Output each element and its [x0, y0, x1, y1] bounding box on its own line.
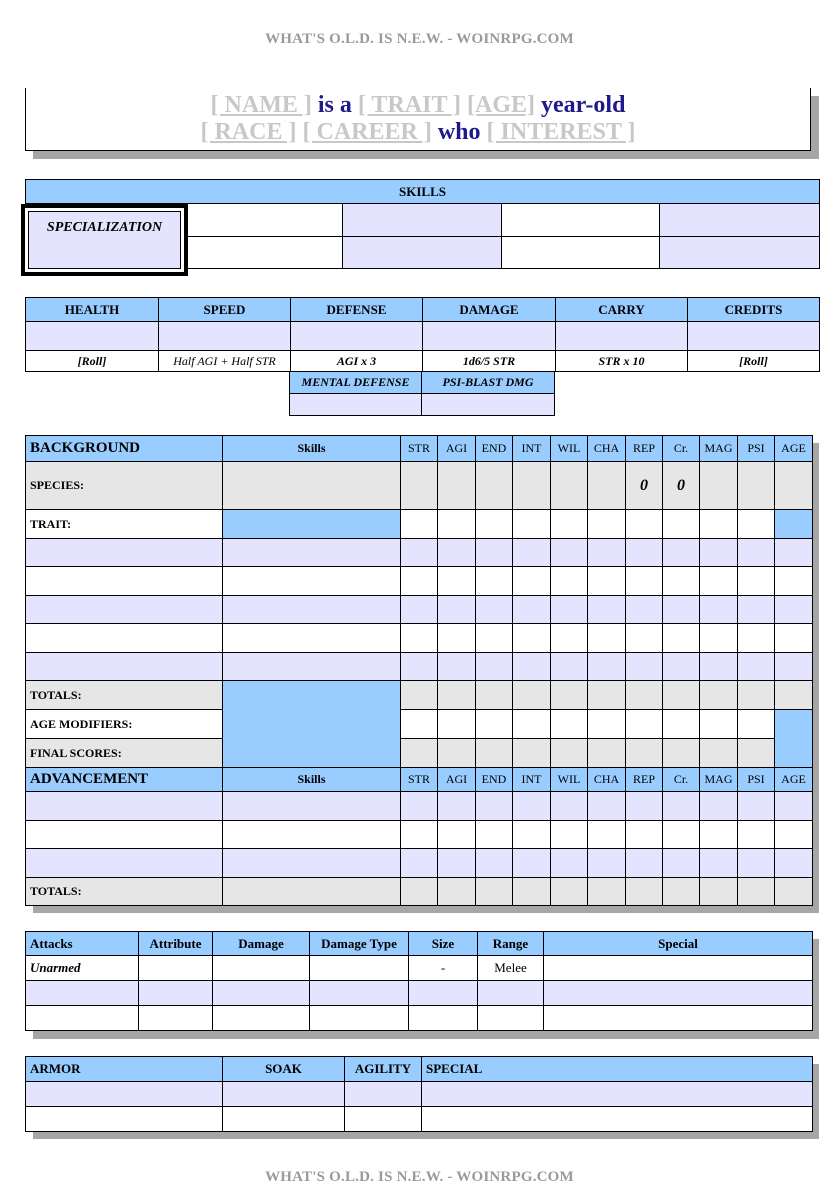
advancement-row-label[interactable]	[26, 821, 223, 849]
advancement-title: ADVANCEMENT	[26, 768, 223, 792]
attack-range[interactable]: Melee	[478, 956, 544, 981]
background-table	[25, 435, 813, 906]
attr-cell-agi[interactable]	[438, 710, 476, 739]
attr-cell-agi[interactable]	[438, 462, 476, 510]
specialization-box	[21, 204, 188, 276]
age-modifiers-label: AGE MODIFIERS:	[26, 710, 223, 739]
psi-blast-value[interactable]	[422, 394, 555, 416]
attr-cell-wil[interactable]	[551, 681, 588, 710]
attr-cell-wil[interactable]	[551, 878, 588, 906]
attack-attribute[interactable]	[139, 981, 213, 1006]
attr-header-cha: CHA	[588, 436, 626, 462]
background-row-skills[interactable]	[223, 567, 401, 596]
attr-cell-mag[interactable]	[700, 596, 738, 624]
attr-cell-rep[interactable]	[626, 710, 663, 739]
background-row-label[interactable]	[26, 539, 223, 567]
attr-header-mag: MAG	[700, 768, 738, 792]
attr-cell-end[interactable]	[476, 878, 513, 906]
background-row-label[interactable]	[26, 567, 223, 596]
attr-header-end: END	[476, 436, 513, 462]
attr-header-rep: REP	[626, 436, 663, 462]
carry-formula: STR x 10	[556, 351, 688, 372]
background-row-skills[interactable]	[223, 539, 401, 567]
attr-cell-cr[interactable]	[663, 624, 700, 653]
attr-header-psi: PSI	[738, 436, 775, 462]
attr-cell-wil[interactable]	[551, 624, 588, 653]
page-footer: WHAT'S O.L.D. IS N.E.W. - WOINRPG.COM	[265, 1169, 574, 1185]
attr-cell-end[interactable]	[476, 624, 513, 653]
attr-cell-cr[interactable]	[663, 710, 700, 739]
attr-header-int: INT	[513, 768, 551, 792]
attr-cell-wil[interactable]	[551, 653, 588, 681]
background-skills-header: Skills	[223, 436, 401, 462]
attr-cell-str[interactable]	[401, 624, 438, 653]
skill-cell[interactable]	[660, 237, 820, 269]
advancement-totals-skills[interactable]	[223, 878, 401, 906]
attr-cell-wil[interactable]	[551, 567, 588, 596]
defense-value[interactable]	[291, 322, 423, 351]
attr-cell-rep[interactable]	[626, 653, 663, 681]
attr-cell-int[interactable]	[513, 653, 551, 681]
attr-cell-mag[interactable]	[700, 878, 738, 906]
background-row-skills[interactable]	[223, 653, 401, 681]
armor-agility[interactable]	[345, 1107, 422, 1132]
attr-cell-end[interactable]	[476, 821, 513, 849]
soak-header: SOAK	[223, 1057, 345, 1082]
attr-cell-age[interactable]	[775, 539, 813, 567]
agility-header: AGILITY	[345, 1057, 422, 1082]
attr-cell-end[interactable]	[476, 849, 513, 878]
attr-cell-cr[interactable]	[663, 878, 700, 906]
race-field[interactable]: [ RACE ]	[200, 119, 297, 145]
attr-cell-wil[interactable]	[551, 510, 588, 539]
attr-header-cr: Cr.	[663, 436, 700, 462]
totals-skills-block[interactable]	[223, 681, 401, 768]
attr-cell-psi[interactable]	[738, 849, 775, 878]
attr-cell-agi[interactable]	[438, 653, 476, 681]
attr-cell-str[interactable]	[401, 653, 438, 681]
attr-cell-rep[interactable]: 0	[626, 462, 663, 510]
advancement-totals-label: TOTALS:	[26, 878, 223, 906]
attr-cell-rep[interactable]	[626, 792, 663, 821]
mental-defense-header: MENTAL DEFENSE	[290, 372, 422, 394]
year-old-text: year-old	[541, 92, 626, 118]
armor-agility[interactable]	[345, 1082, 422, 1107]
attr-cell-mag[interactable]	[700, 681, 738, 710]
attr-cell-agi[interactable]	[438, 878, 476, 906]
attr-cell-rep[interactable]	[626, 596, 663, 624]
attr-cell-end[interactable]	[476, 710, 513, 739]
attr-cell-str[interactable]	[401, 539, 438, 567]
armor-name[interactable]	[26, 1107, 223, 1132]
career-field[interactable]: [ CAREER ]	[302, 119, 432, 145]
attr-cell-cha[interactable]	[588, 821, 626, 849]
attack-special[interactable]	[544, 981, 813, 1006]
attr-cell-agi[interactable]	[438, 596, 476, 624]
attr-cell-end[interactable]	[476, 510, 513, 539]
damage-header: DAMAGE	[423, 298, 556, 322]
attr-cell-cr[interactable]	[663, 567, 700, 596]
attr-header-agi: AGI	[438, 436, 476, 462]
attr-header-wil: WIL	[551, 436, 588, 462]
attr-cell-rep[interactable]	[626, 821, 663, 849]
attr-cell-psi[interactable]	[738, 653, 775, 681]
attr-cell-age[interactable]	[775, 624, 813, 653]
credits-formula: [Roll]	[688, 351, 820, 372]
attr-header-mag: MAG	[700, 436, 738, 462]
attr-cell-end[interactable]	[476, 792, 513, 821]
trait-skills[interactable]	[223, 510, 401, 539]
attr-cell-agi[interactable]	[438, 739, 476, 768]
page-header: WHAT'S O.L.D. IS N.E.W. - WOINRPG.COM	[265, 31, 574, 47]
attr-cell-int[interactable]	[513, 596, 551, 624]
attr-header-str: STR	[401, 436, 438, 462]
background-row-label[interactable]	[26, 596, 223, 624]
advancement-row-skills[interactable]	[223, 792, 401, 821]
advancement-row-skills[interactable]	[223, 821, 401, 849]
attr-header-int: INT	[513, 436, 551, 462]
attr-cell-age[interactable]	[775, 510, 813, 539]
speed-value[interactable]	[159, 322, 291, 351]
attr-cell-rep[interactable]	[626, 739, 663, 768]
attr-cell-cha[interactable]	[588, 539, 626, 567]
attr-cell-cr[interactable]	[663, 510, 700, 539]
range-header: Range	[478, 932, 544, 956]
attr-cell-cr[interactable]	[663, 653, 700, 681]
attr-cell-cha[interactable]	[588, 849, 626, 878]
attr-cell-cr[interactable]	[663, 792, 700, 821]
attr-cell-str[interactable]	[401, 878, 438, 906]
defense-formula: AGI x 3	[291, 351, 423, 372]
attr-cell-end[interactable]	[476, 539, 513, 567]
attr-cell-age[interactable]	[775, 849, 813, 878]
armor-special[interactable]	[422, 1107, 813, 1132]
specialization-label[interactable]: SPECIALIZATION	[28, 211, 181, 269]
attr-cell-wil[interactable]	[551, 710, 588, 739]
attr-cell-mag[interactable]	[700, 539, 738, 567]
attr-cell-rep[interactable]	[626, 878, 663, 906]
attr-cell-str[interactable]	[401, 849, 438, 878]
age-field[interactable]: [AGE]	[467, 92, 536, 118]
attack-damage[interactable]	[213, 1006, 310, 1031]
attr-cell-psi[interactable]	[738, 710, 775, 739]
attr-cell-str[interactable]	[401, 739, 438, 768]
attr-cell-str[interactable]	[401, 462, 438, 510]
armor-name[interactable]	[26, 1082, 223, 1107]
attr-cell-cha[interactable]	[588, 653, 626, 681]
attack-attribute[interactable]	[139, 1006, 213, 1031]
attr-cell-age[interactable]	[775, 462, 813, 510]
attr-cell-wil[interactable]	[551, 792, 588, 821]
attr-cell-wil[interactable]	[551, 539, 588, 567]
attack-damage-type[interactable]	[310, 956, 409, 981]
attr-cell-int[interactable]	[513, 792, 551, 821]
attr-header-cr: Cr.	[663, 768, 700, 792]
title-line-2	[26, 119, 810, 146]
attack-size[interactable]: -	[409, 956, 478, 981]
armor-header: ARMOR	[26, 1057, 223, 1082]
background-row-label[interactable]	[26, 624, 223, 653]
attr-cell-mag[interactable]	[700, 653, 738, 681]
attr-cell-age[interactable]	[775, 710, 813, 768]
attr-cell-cha[interactable]	[588, 624, 626, 653]
title-box	[25, 88, 811, 151]
totals-label: TOTALS:	[26, 681, 223, 710]
attr-cell-agi[interactable]	[438, 510, 476, 539]
defense-header: DEFENSE	[291, 298, 423, 322]
attr-cell-mag[interactable]	[700, 792, 738, 821]
is-a-text: is a	[317, 92, 352, 118]
attack-attribute[interactable]	[139, 956, 213, 981]
skill-cell[interactable]	[502, 204, 660, 237]
health-value[interactable]	[26, 322, 159, 351]
attr-cell-age[interactable]	[775, 821, 813, 849]
attr-cell-int[interactable]	[513, 878, 551, 906]
attr-header-wil: WIL	[551, 768, 588, 792]
advancement-row-label[interactable]	[26, 849, 223, 878]
armor-special[interactable]	[422, 1082, 813, 1107]
skill-cell[interactable]	[502, 237, 660, 269]
damage-type-header: Damage Type	[310, 932, 409, 956]
skill-cell[interactable]	[343, 237, 502, 269]
psi-blast-header: PSI-BLAST DMG	[422, 372, 555, 394]
carry-value[interactable]	[556, 322, 688, 351]
attr-cell-age[interactable]	[775, 681, 813, 710]
attr-header-end: END	[476, 768, 513, 792]
armor-soak[interactable]	[223, 1107, 345, 1132]
attacks-header: Attacks	[26, 932, 139, 956]
attr-cell-rep[interactable]	[626, 624, 663, 653]
size-header: Size	[409, 932, 478, 956]
attr-header-age: AGE	[775, 768, 813, 792]
damage-value[interactable]	[423, 322, 556, 351]
attr-header-rep: REP	[626, 768, 663, 792]
attr-cell-end[interactable]	[476, 596, 513, 624]
attr-cell-cha[interactable]	[588, 710, 626, 739]
attr-cell-agi[interactable]	[438, 792, 476, 821]
attack-range[interactable]	[478, 1006, 544, 1031]
attr-cell-cr[interactable]	[663, 849, 700, 878]
who-text: who	[437, 119, 481, 145]
armor-soak[interactable]	[223, 1082, 345, 1107]
trait-field[interactable]: [ TRAIT ]	[357, 92, 462, 118]
attr-cell-cha[interactable]	[588, 681, 626, 710]
attr-cell-age[interactable]	[775, 653, 813, 681]
attr-cell-int[interactable]	[513, 710, 551, 739]
attr-header-cha: CHA	[588, 768, 626, 792]
attr-cell-age[interactable]	[775, 792, 813, 821]
mental-defense-value[interactable]	[290, 394, 422, 416]
interest-field[interactable]: [ INTEREST ]	[486, 119, 636, 145]
skill-cell[interactable]	[188, 237, 343, 269]
attr-header-agi: AGI	[438, 768, 476, 792]
attr-cell-rep[interactable]	[626, 849, 663, 878]
attr-cell-cha[interactable]	[588, 510, 626, 539]
attr-cell-cha[interactable]	[588, 462, 626, 510]
advancement-skills-header: Skills	[223, 768, 401, 792]
attr-cell-cr[interactable]	[663, 681, 700, 710]
attr-cell-psi[interactable]	[738, 596, 775, 624]
stats-table	[25, 297, 820, 372]
skills-title: SKILLS	[26, 180, 820, 204]
attr-cell-mag[interactable]	[700, 821, 738, 849]
health-header: HEALTH	[26, 298, 159, 322]
mental-stats-table	[289, 371, 555, 416]
carry-header: CARRY	[556, 298, 688, 322]
attr-cell-age[interactable]	[775, 567, 813, 596]
attr-cell-cr[interactable]: 0	[663, 462, 700, 510]
attr-cell-cha[interactable]	[588, 567, 626, 596]
attr-cell-psi[interactable]	[738, 681, 775, 710]
attr-cell-int[interactable]	[513, 462, 551, 510]
attr-cell-psi[interactable]	[738, 792, 775, 821]
attr-cell-str[interactable]	[401, 510, 438, 539]
attr-cell-psi[interactable]	[738, 739, 775, 768]
attr-cell-str[interactable]	[401, 567, 438, 596]
attr-cell-int[interactable]	[513, 681, 551, 710]
attr-cell-int[interactable]	[513, 821, 551, 849]
attack-special[interactable]	[544, 1006, 813, 1031]
attr-cell-agi[interactable]	[438, 539, 476, 567]
attr-cell-end[interactable]	[476, 462, 513, 510]
attr-cell-age[interactable]	[775, 596, 813, 624]
attr-cell-cha[interactable]	[588, 792, 626, 821]
attr-cell-psi[interactable]	[738, 878, 775, 906]
attr-cell-wil[interactable]	[551, 596, 588, 624]
attr-cell-psi[interactable]	[738, 567, 775, 596]
attr-cell-int[interactable]	[513, 510, 551, 539]
special-header: Special	[544, 932, 813, 956]
attr-cell-psi[interactable]	[738, 510, 775, 539]
attr-cell-str[interactable]	[401, 710, 438, 739]
background-row-label[interactable]	[26, 653, 223, 681]
unarmed-attack[interactable]: Unarmed	[26, 956, 139, 981]
attr-cell-int[interactable]	[513, 849, 551, 878]
attacks-table	[25, 931, 813, 1031]
attack-size[interactable]	[409, 1006, 478, 1031]
skill-cell[interactable]	[343, 204, 502, 237]
background-row-skills[interactable]	[223, 624, 401, 653]
attack-name[interactable]	[26, 1006, 139, 1031]
attr-cell-str[interactable]	[401, 792, 438, 821]
attr-cell-end[interactable]	[476, 567, 513, 596]
attr-cell-age[interactable]	[775, 878, 813, 906]
final-scores-label: FINAL SCORES:	[26, 739, 223, 768]
attr-cell-end[interactable]	[476, 681, 513, 710]
attr-cell-cha[interactable]	[588, 596, 626, 624]
attack-damage-type[interactable]	[310, 1006, 409, 1031]
attr-cell-str[interactable]	[401, 596, 438, 624]
damage-header: Damage	[213, 932, 310, 956]
attr-cell-rep[interactable]	[626, 681, 663, 710]
armor-special-header: SPECIAL	[422, 1057, 813, 1082]
attr-cell-str[interactable]	[401, 821, 438, 849]
skill-cell[interactable]	[660, 204, 820, 237]
speed-formula: Half AGI + Half STR	[159, 351, 291, 372]
attr-header-age: AGE	[775, 436, 813, 462]
attr-cell-wil[interactable]	[551, 821, 588, 849]
attr-cell-end[interactable]	[476, 739, 513, 768]
attr-cell-mag[interactable]	[700, 624, 738, 653]
attr-cell-mag[interactable]	[700, 710, 738, 739]
attr-header-psi: PSI	[738, 768, 775, 792]
health-formula: [Roll]	[26, 351, 159, 372]
attr-cell-wil[interactable]	[551, 739, 588, 768]
speed-header: SPEED	[159, 298, 291, 322]
attr-cell-mag[interactable]	[700, 510, 738, 539]
attr-cell-int[interactable]	[513, 624, 551, 653]
advancement-row-skills[interactable]	[223, 849, 401, 878]
attr-cell-mag[interactable]	[700, 739, 738, 768]
attr-cell-agi[interactable]	[438, 849, 476, 878]
attr-cell-psi[interactable]	[738, 821, 775, 849]
attr-cell-end[interactable]	[476, 653, 513, 681]
attr-cell-cr[interactable]	[663, 539, 700, 567]
title-line-1	[26, 92, 810, 119]
attr-cell-mag[interactable]	[700, 849, 738, 878]
attack-damage[interactable]	[213, 956, 310, 981]
attack-damage[interactable]	[213, 981, 310, 1006]
attr-cell-str[interactable]	[401, 681, 438, 710]
attr-cell-rep[interactable]	[626, 567, 663, 596]
attr-cell-cr[interactable]	[663, 596, 700, 624]
attr-cell-rep[interactable]	[626, 539, 663, 567]
attr-cell-cr[interactable]	[663, 739, 700, 768]
credits-value[interactable]	[688, 322, 820, 351]
attr-cell-wil[interactable]	[551, 849, 588, 878]
attr-cell-cha[interactable]	[588, 878, 626, 906]
attr-cell-wil[interactable]	[551, 462, 588, 510]
attack-size[interactable]	[409, 981, 478, 1006]
attr-cell-psi[interactable]	[738, 462, 775, 510]
attack-range[interactable]	[478, 981, 544, 1006]
advancement-row-label[interactable]	[26, 792, 223, 821]
damage-formula: 1d6/5 STR	[423, 351, 556, 372]
attr-cell-agi[interactable]	[438, 624, 476, 653]
attr-cell-cha[interactable]	[588, 739, 626, 768]
attr-cell-mag[interactable]	[700, 567, 738, 596]
name-field[interactable]: [ NAME ]	[210, 92, 312, 118]
background-row-skills[interactable]	[223, 596, 401, 624]
attr-cell-agi[interactable]	[438, 681, 476, 710]
attack-damage-type[interactable]	[310, 981, 409, 1006]
attribute-header: Attribute	[139, 932, 213, 956]
attack-name[interactable]	[26, 981, 139, 1006]
species-label: SPECIES:	[26, 462, 223, 510]
attr-cell-int[interactable]	[513, 739, 551, 768]
attr-cell-agi[interactable]	[438, 821, 476, 849]
armor-table	[25, 1056, 813, 1132]
attr-cell-int[interactable]	[513, 567, 551, 596]
attr-cell-cr[interactable]	[663, 821, 700, 849]
attack-special[interactable]	[544, 956, 813, 981]
species-skills[interactable]	[223, 462, 401, 510]
skill-cell[interactable]	[188, 204, 343, 237]
background-title: BACKGROUND	[26, 436, 223, 462]
attr-cell-psi[interactable]	[738, 624, 775, 653]
attr-header-str: STR	[401, 768, 438, 792]
credits-header: CREDITS	[688, 298, 820, 322]
attr-cell-psi[interactable]	[738, 539, 775, 567]
attr-cell-agi[interactable]	[438, 567, 476, 596]
attr-cell-mag[interactable]	[700, 462, 738, 510]
trait-label: TRAIT:	[26, 510, 223, 539]
attr-cell-int[interactable]	[513, 539, 551, 567]
attr-cell-rep[interactable]	[626, 510, 663, 539]
